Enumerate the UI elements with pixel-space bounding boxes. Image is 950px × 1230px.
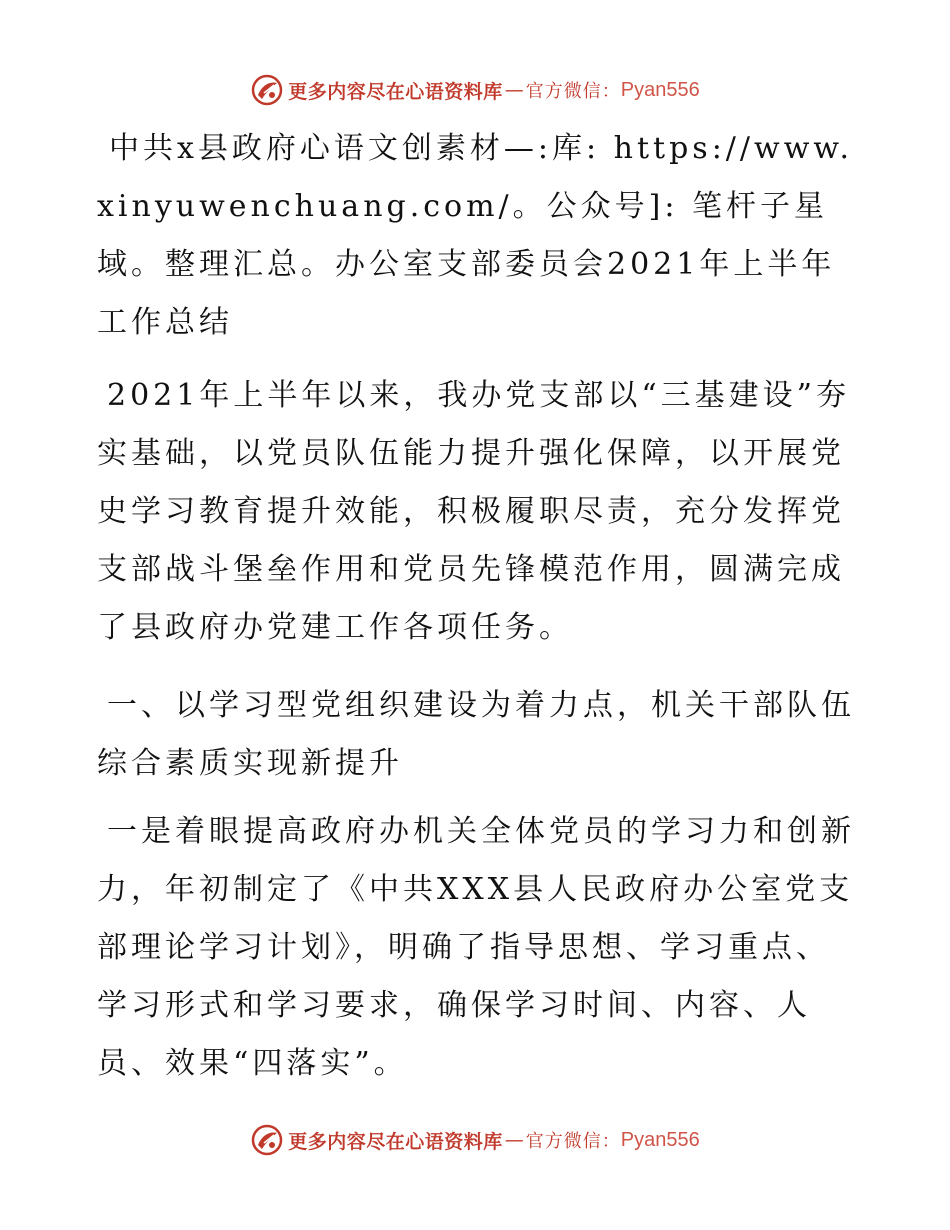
banner-separator: — bbox=[504, 79, 524, 101]
xinyu-logo-icon bbox=[250, 1123, 284, 1157]
section-heading: 一、以学习型党组织建设为着力点，机关干部队伍综合素质实现新提升 bbox=[97, 688, 855, 781]
banner-wechat-label: 官方微信： bbox=[525, 1131, 621, 1152]
intro-paragraph: 2021年上半年以来，我办党支部以“三基建设”夯实基础，以党员队伍能力提升强化保障，以开展党史学习教育提升效能，积极履职尽责，充分发挥党支部战斗堡垒作用和党员先锋模范作用，圆满完成了县政府办党建工作各项任务。 bbox=[97, 378, 851, 645]
banner-separator: — bbox=[504, 1129, 524, 1151]
banner-main-text: 更多内容尽在心语资料库 bbox=[288, 1130, 503, 1153]
banner-wechat-label: 官方微信： bbox=[525, 81, 621, 102]
section-paragraph: 一是着眼提高政府办机关全体党员的学习力和创新力，年初制定了《中共XXX县人民政府办公室党支部理论学习计划》，明确了指导思想、学习重点、学习形式和学习要求，确保学习时间、内容、人员、效果“四落实”。 bbox=[97, 814, 855, 1081]
banner-wechat-handle: Pyan556 bbox=[620, 78, 700, 101]
header-watermark-banner bbox=[0, 70, 950, 110]
footer-watermark-banner bbox=[0, 1120, 950, 1160]
banner-main-text: 更多内容尽在心语资料库 bbox=[288, 80, 503, 103]
document-title-paragraph: 中共x县政府心语文创素材—:库: https://www.xinyuwenchuang.com/。公众号]: 笔杆子星域。整理汇总。办公室支部委员会2021年上半年工作总结 bbox=[97, 131, 854, 340]
xinyu-logo-icon bbox=[250, 73, 284, 107]
banner-wechat-handle: Pyan556 bbox=[620, 1128, 700, 1151]
